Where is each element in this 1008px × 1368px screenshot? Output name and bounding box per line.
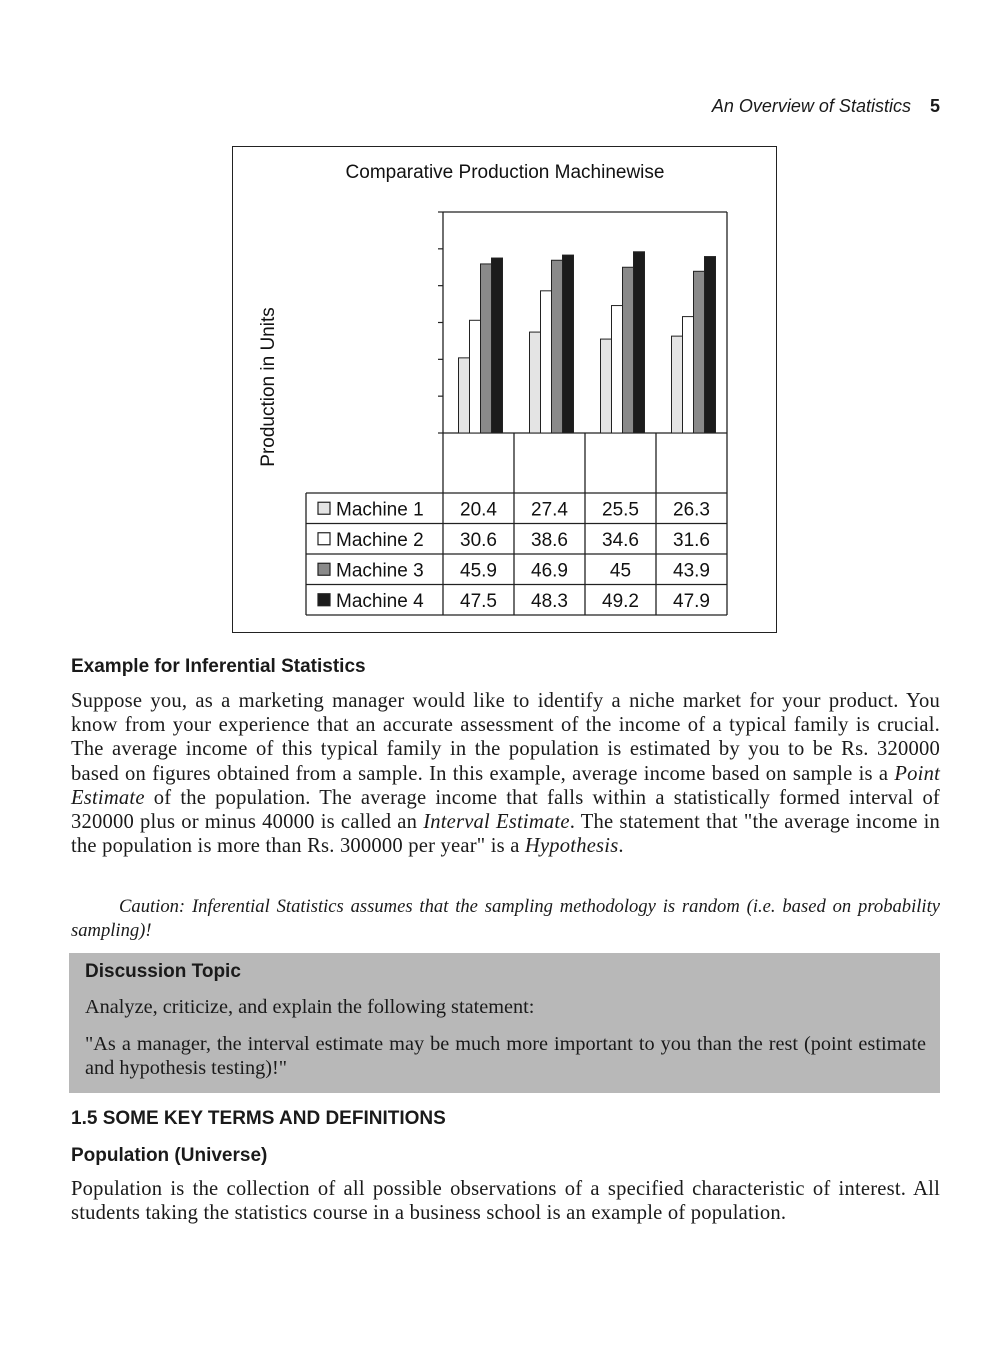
data-label: 30.6 <box>460 529 497 551</box>
bar <box>459 358 470 433</box>
bar-chart <box>233 147 778 634</box>
data-label: 45 <box>609 560 632 582</box>
chart-title: Comparative Production Machinewise <box>345 162 665 183</box>
bar <box>470 320 481 433</box>
chart-frame <box>232 146 777 633</box>
bar <box>623 267 634 433</box>
data-label: 48.3 <box>531 590 568 612</box>
data-label: 25.5 <box>602 499 639 521</box>
bar <box>672 336 683 433</box>
data-label: 27.4 <box>531 499 568 521</box>
legend-swatch <box>318 533 330 545</box>
caution-note: Caution: Inferential Statistics assumes that the sampling methodology is random (i.e. based on probability sampling)! <box>71 896 940 941</box>
discussion-box <box>69 953 940 1093</box>
bar <box>530 332 541 433</box>
discussion-title: Discussion Topic <box>85 961 241 982</box>
data-label: 46.9 <box>531 560 568 582</box>
legend-swatch <box>318 563 330 575</box>
bar <box>601 339 612 433</box>
section-subheading: Population (Universe) <box>71 1145 268 1166</box>
bar <box>634 252 645 433</box>
legend-label: Machine 2 <box>336 529 424 551</box>
example-heading: Example for Inferential Statistics <box>71 656 366 677</box>
bar <box>694 271 705 433</box>
legend-label: Machine 3 <box>336 560 424 582</box>
bar <box>705 257 716 433</box>
legend-label: Machine 4 <box>336 590 424 612</box>
data-label: 38.6 <box>531 529 568 551</box>
bar <box>481 264 492 433</box>
y-axis-label: Production in Units <box>258 307 279 467</box>
data-label: 31.6 <box>673 529 710 551</box>
section-heading: 1.5 SOME KEY TERMS AND DEFINITIONS <box>71 1108 446 1129</box>
example-paragraph: Suppose you, as a marketing manager would like to identify a niche market for your product. You know from your experience that an accurate assessment of the income of a typical family is crucial. The average income of this typical family in the population is estimated by you to be Rs. 320000 based on figures obtained from a sample. In this example, average income based on sample is a Point Estimate of the population. The average income that falls within a statistically formed interval of 320000 plus or minus 40000 is called an Interval Estimate. The statement that "the average income in the population is more than Rs. 300000 per year" is a Hypothesis. <box>71 690 941 858</box>
bar <box>492 258 503 433</box>
bar <box>552 260 563 433</box>
data-label: 34.6 <box>602 529 639 551</box>
bar <box>541 291 552 433</box>
bar <box>563 255 574 433</box>
bar <box>612 306 623 433</box>
running-head <box>712 96 940 117</box>
data-label: 26.3 <box>673 499 710 521</box>
data-label: 47.9 <box>673 590 710 612</box>
running-head-title: An Overview of Statistics <box>711 96 911 116</box>
section-paragraph: Population is the collection of all possible observations of a specified characteristic of interest. All students taking the statistics course in a business school is an example of population. <box>71 1178 940 1225</box>
page-number: 5 <box>929 96 940 116</box>
data-label: 45.9 <box>460 560 497 582</box>
data-label: 49.2 <box>602 590 639 612</box>
discussion-quote: "As a manager, the interval estimate may be much more important to you than the rest (point estimate and hypothesis testing)!" <box>85 1032 926 1079</box>
data-label: 47.5 <box>460 590 497 612</box>
data-label: 20.4 <box>460 499 497 521</box>
legend-label: Machine 1 <box>336 499 424 521</box>
legend-swatch <box>318 594 330 606</box>
discussion-prompt: Analyze, criticize, and explain the following statement: <box>85 996 535 1018</box>
bar <box>683 317 694 433</box>
legend-swatch <box>318 502 330 514</box>
data-label: 43.9 <box>673 560 710 582</box>
